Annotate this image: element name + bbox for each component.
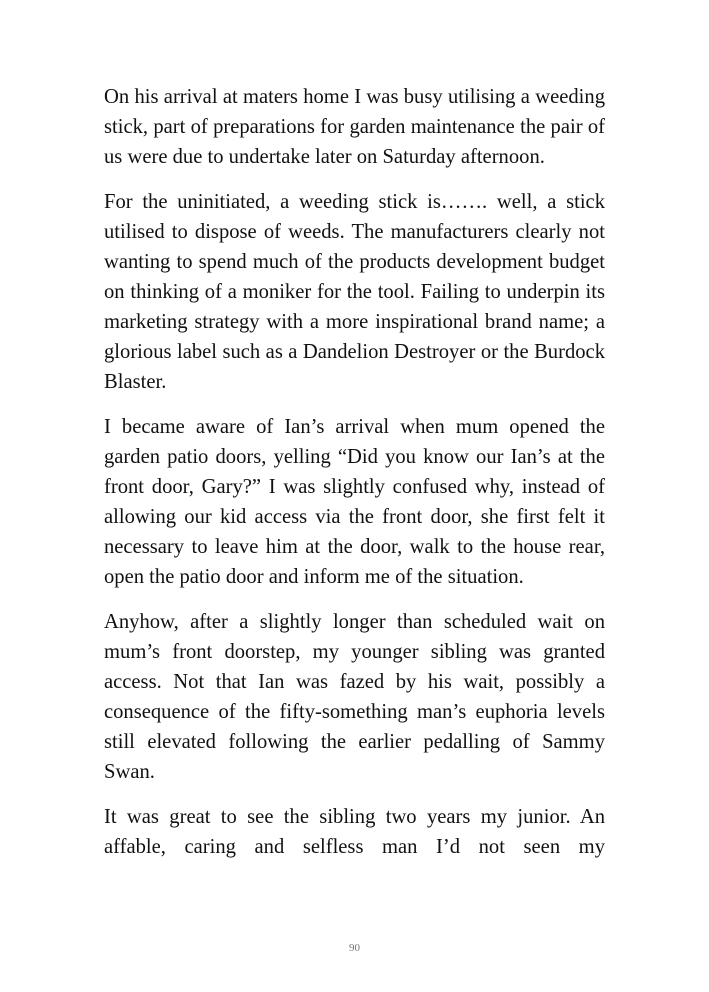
paragraph-1: On his arrival at maters home I was busy utilising a weeding stick, part of preparations for garden maintenance the pair of us were due to undertake later on Saturday afternoon. xyxy=(104,86,605,168)
paragraph-5: It was great to see the sibling two years my junior. An affable, caring and selfless man I’d not seen my xyxy=(104,806,605,858)
body-text xyxy=(104,82,605,877)
paragraph-4: Anyhow, after a slightly longer than scheduled wait on mum’s front doorstep, my younger sibling was granted access. Not that Ian was fazed by his wait, possibly a consequence of the fifty-something man’s euphoria levels still elevated following the earlier pedalling of Sammy Swan. xyxy=(104,611,605,783)
paragraph-2: For the uninitiated, a weeding stick is……. well, a stick utilised to dispose of weeds. The manufacturers clearly not wanting to spend much of the products development budget on thinking of a moniker for the tool. Failing to underpin its marketing strategy with a more inspirational brand name; a glorious label such as a Dandelion Destroyer or the Burdock Blaster. xyxy=(104,191,605,393)
paragraph-3: I became aware of Ian’s arrival when mum opened the garden patio doors, yelling “Did you know our Ian’s at the front door, Gary?” I was slightly confused why, instead of allowing our kid access via the front door, she first felt it necessary to leave him at the door, walk to the house rear, open the patio door and inform me of the situation. xyxy=(104,416,605,588)
page-number: 90 xyxy=(349,942,360,954)
